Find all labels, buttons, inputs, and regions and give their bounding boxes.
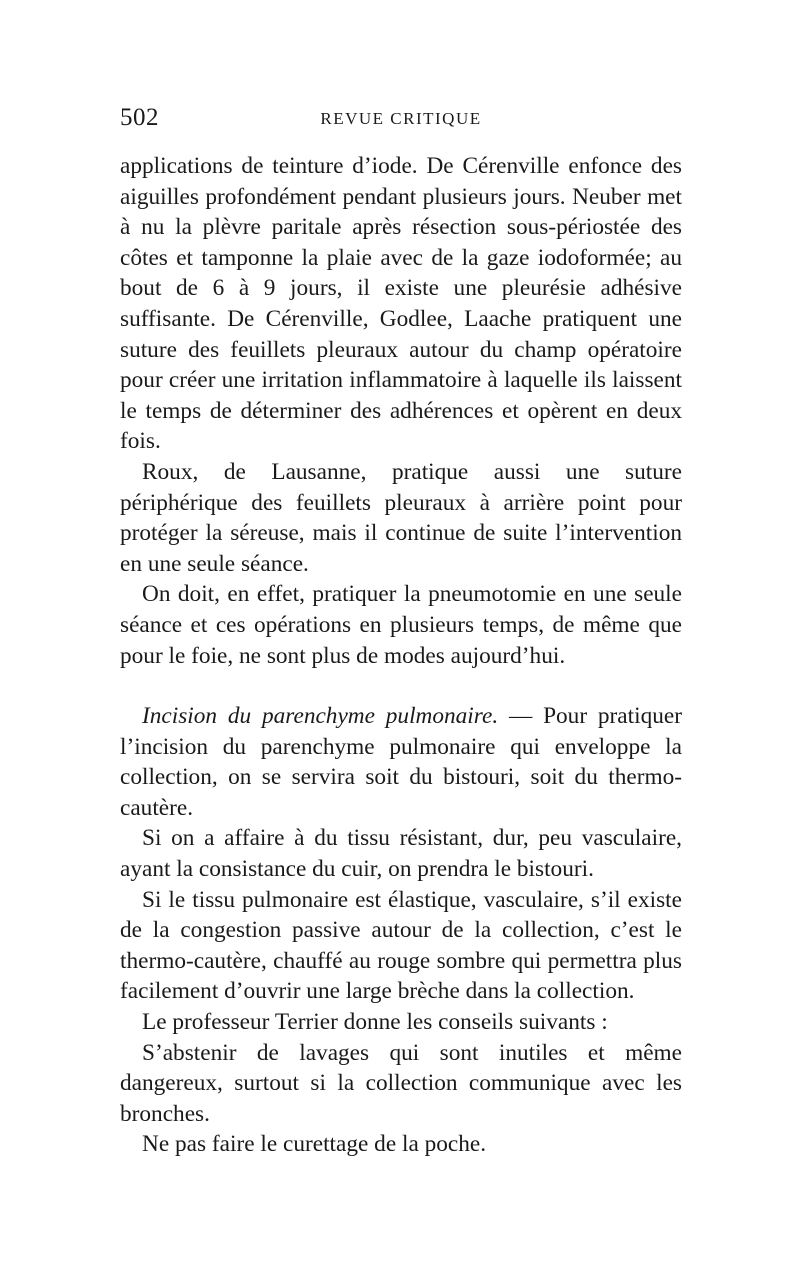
paragraph-bistouri: Si on a affaire à du tissu résistant, dur, peu vasculaire, ayant la consistance du cuir, on prendra le bistouri. [120, 825, 682, 883]
paragraph-thermocautere: Si le tissu pulmonaire est élastique, vasculaire, s’il existe de la congestion passive autour de la collection, c’est le thermo-cautère, chauffé au rouge sombre qui permettra plus facilement d’ouvrir une large brèche dans la collection. [120, 886, 682, 1005]
paragraph-lavages: S’abstenir de lavages qui sont inutiles et même dangereux, surtout si la collection communique avec les bronches. [120, 1039, 682, 1127]
section-heading: Incision du parenchyme pulmonaire. [142, 703, 499, 730]
section-paragraph-incision [120, 701, 682, 823]
section-dash: — [498, 703, 544, 730]
running-head [120, 104, 682, 144]
running-title: REVUE CRITIQUE [320, 109, 482, 128]
text-body [120, 151, 682, 1160]
paragraph-curettage: Ne pas faire le curettage de la poche. [142, 1131, 487, 1158]
paragraph-roux: Roux, de Lausanne, pratique aussi une suture périphérique des feuillets pleuraux à arrière point pour protéger la séreuse, mais il continue de suite l’intervention en une seule séance. [120, 458, 682, 577]
paragraph-continuation: applications de teinture d’iode. De Cérenville enfonce des aiguilles profondément pendant plusieurs jours. Neuber met à nu la plèvre paritale après résection sous-périostée des côtes et tamponne la plaie avec de la gaze iodoformée; au bout de 6 à 9 jours, il existe une pleurésie adhésive suffisante. De Cérenville, Godlee, Laache pratiquent une suture des feuillets pleuraux autour du champ opératoire pour créer une irritation inflammatoire à laquelle ils laissent le temps de déterminer des adhérences et opèrent en deux fois. [120, 153, 682, 455]
section-gap [120, 671, 682, 701]
page-number: 502 [120, 104, 159, 131]
paragraph-pneumotomie: On doit, en effet, pratiquer la pneumotomie en une seule séance et ces opérations en plusieurs temps, de même que pour le foie, ne sont plus de modes aujourd’hui. [120, 581, 682, 669]
section-lead: Pour pratiquer l’incision du parenchyme pulmonaire qui enveloppe la collection, on se servira soit du bistouri, soit du thermo-cautère. [120, 703, 682, 821]
paragraph-terrier: Le professeur Terrier donne les conseils suivants : [142, 1009, 608, 1036]
